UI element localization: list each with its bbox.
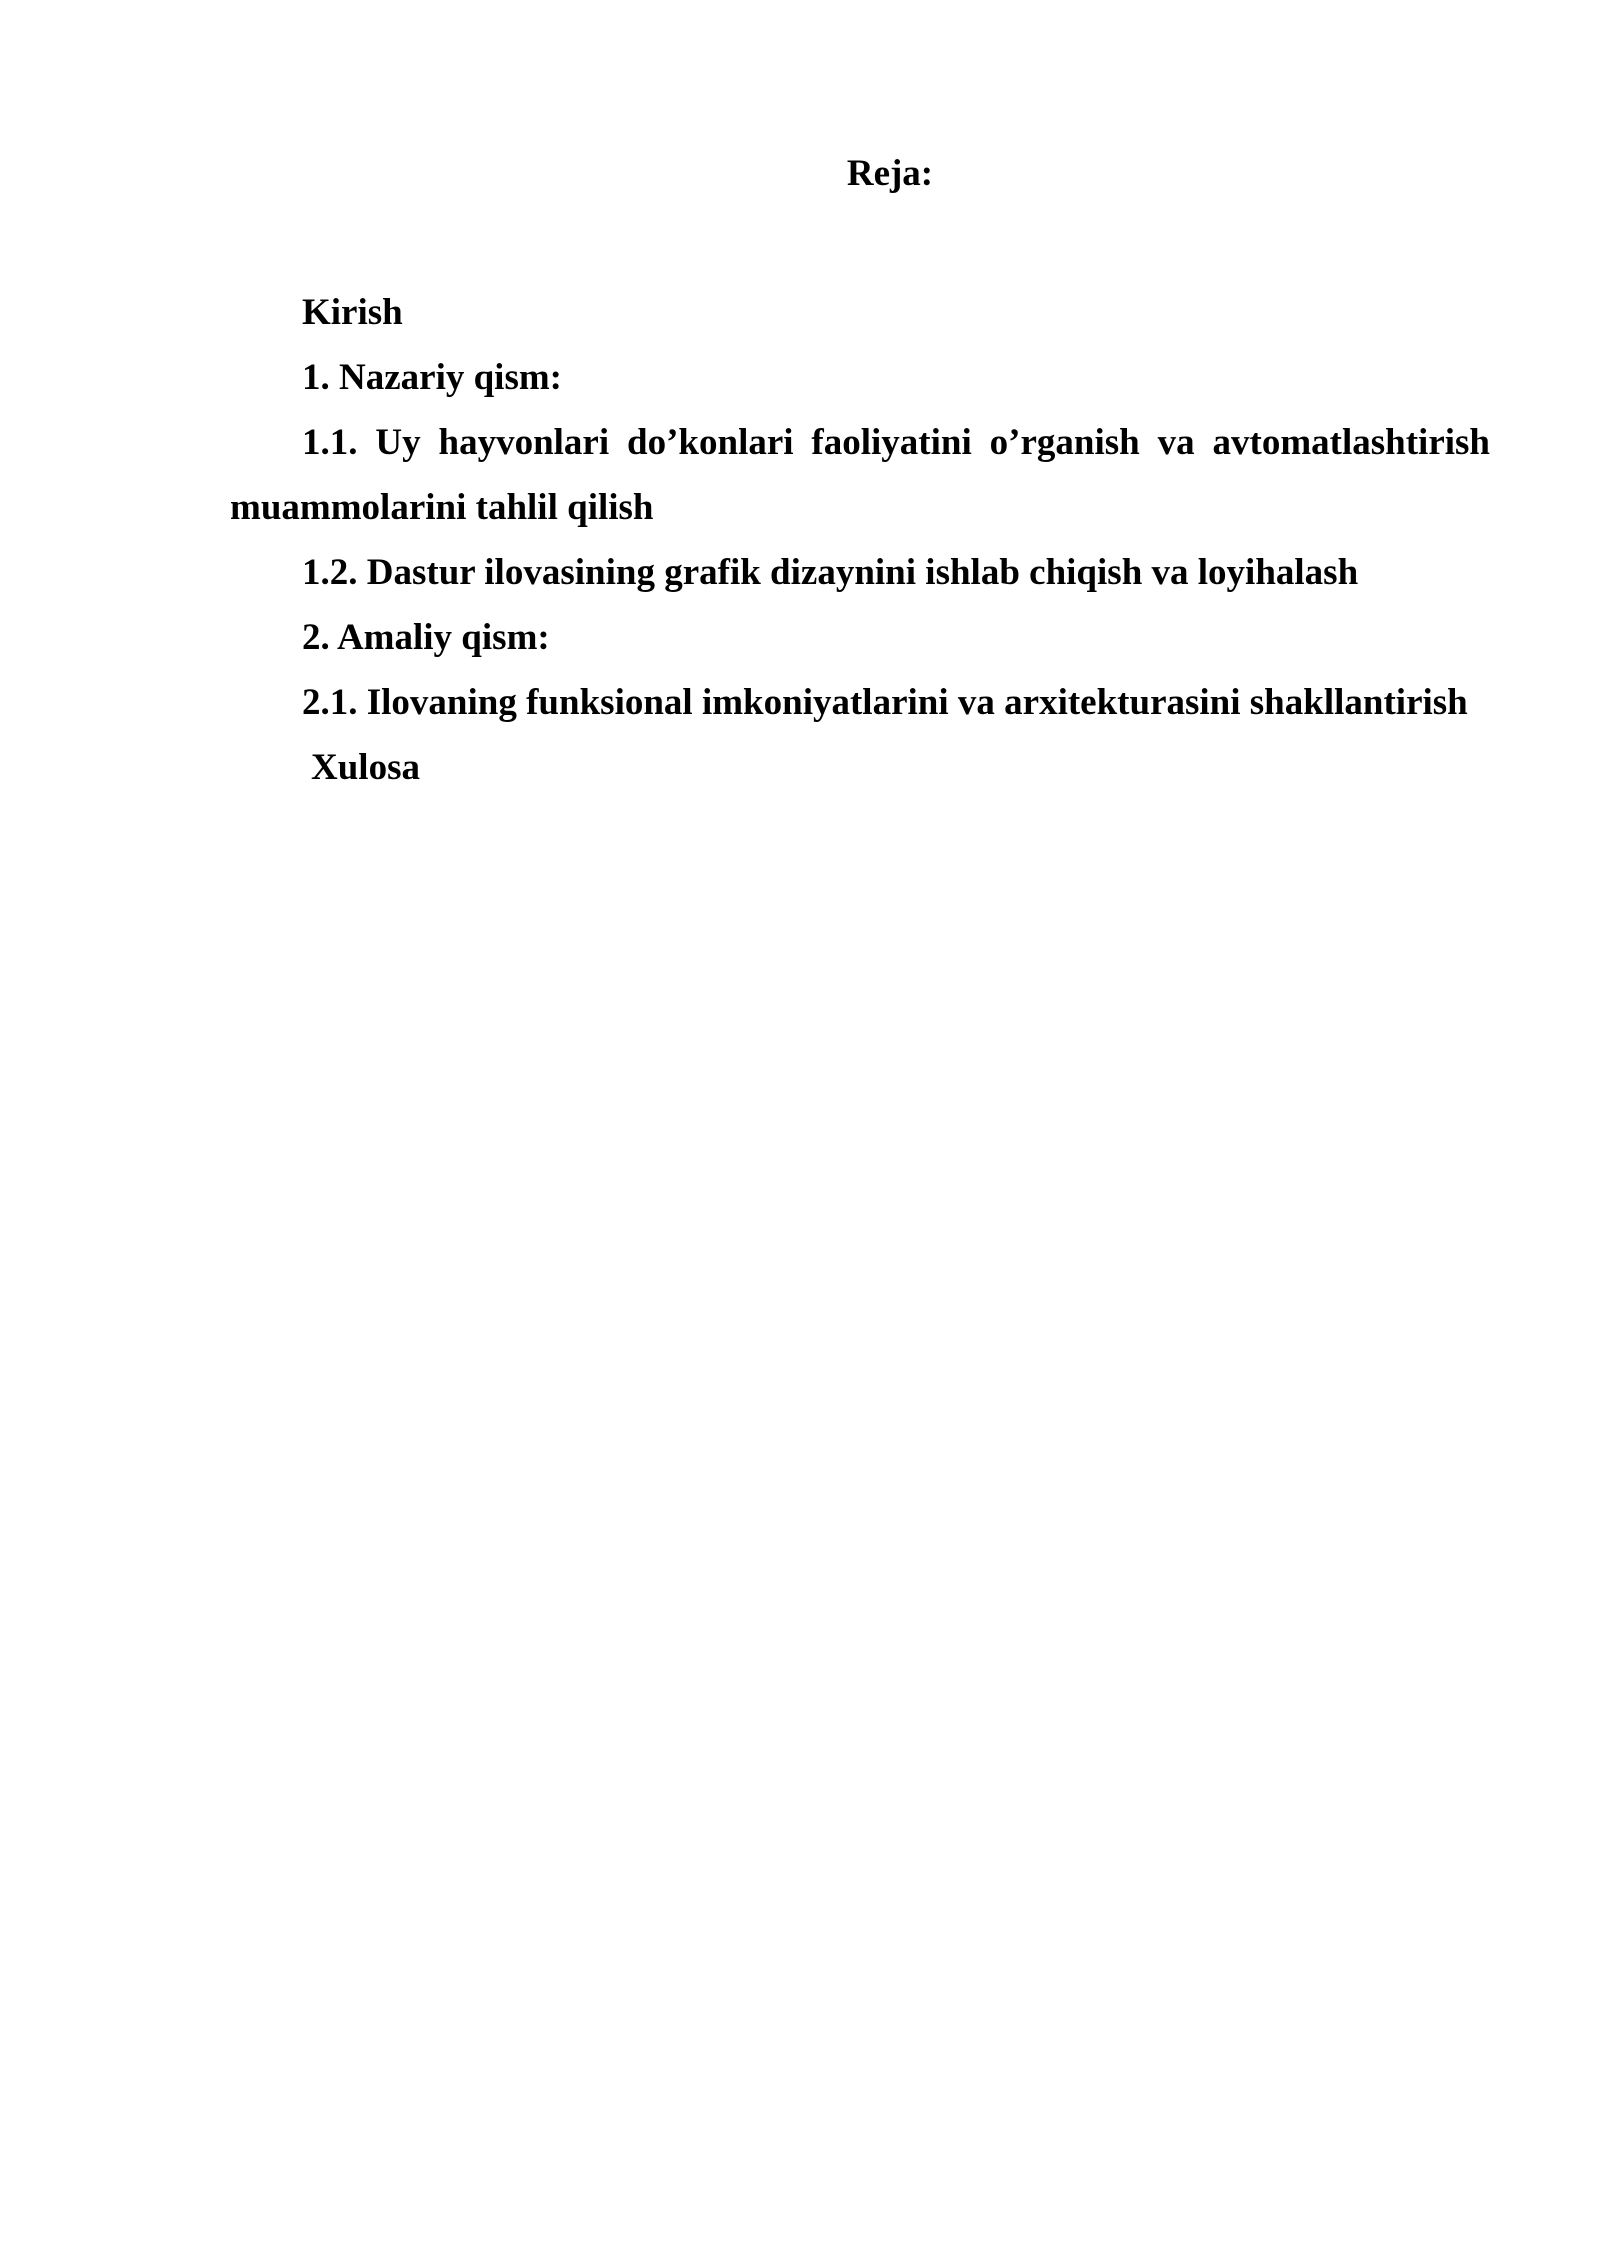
toc-item-1-2: 1.2. Dastur ilovasining grafik dizaynini ishlab chiqish va loyihalash (302, 552, 1359, 593)
toc-item-1-1: 1.1. Uy hayvonlari do’konlari faoliyatini o’rganish va avtomatlashtirish muammolarini tahlil qilish (230, 422, 1490, 528)
toc-item-introduction: Kirish (302, 292, 403, 333)
table-of-contents (230, 280, 1490, 800)
toc-item-practical-section: 2. Amaliy qism: (302, 617, 550, 658)
toc-item-conclusion: Xulosa (311, 747, 420, 788)
toc-item-theory-section: 1. Nazariy qism: (302, 357, 562, 398)
toc-item-2-1: 2.1. Ilovaning funksional imkoniyatlarini va arxitekturasini shakllantirish (302, 682, 1468, 723)
page-title: Reja: (846, 153, 934, 194)
